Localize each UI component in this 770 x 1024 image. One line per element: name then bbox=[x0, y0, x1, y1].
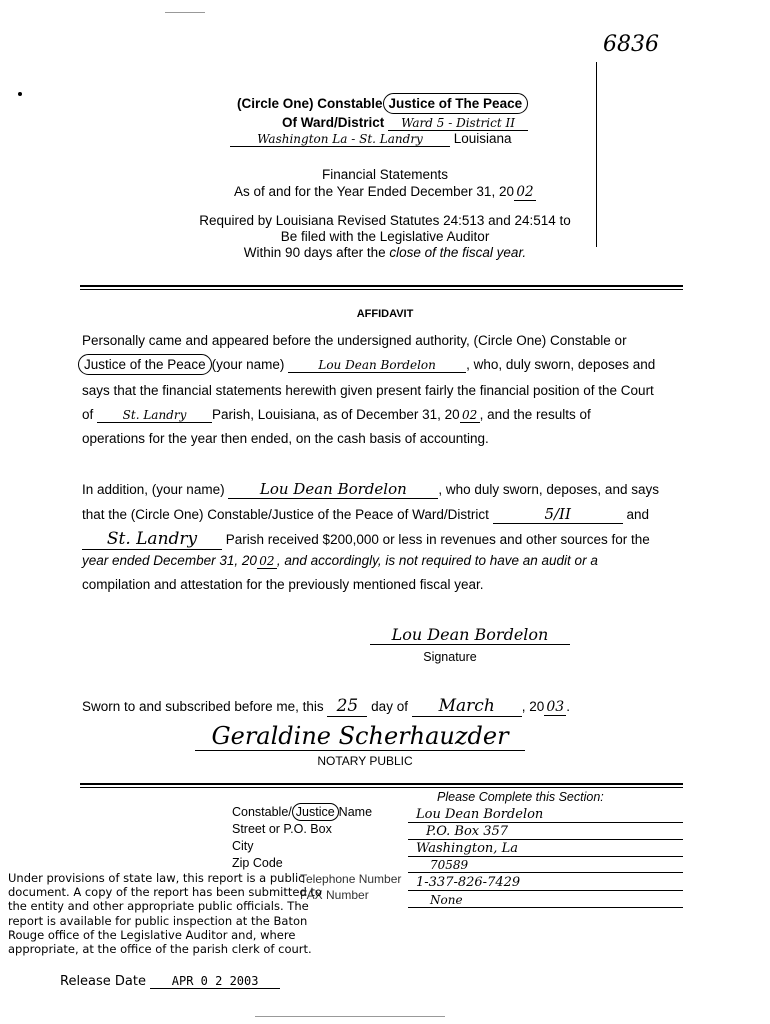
parish-value: Washington La - St. Landry bbox=[230, 132, 450, 147]
value-phone: 1-337-826-7429 bbox=[408, 875, 683, 891]
aff-and: and bbox=[626, 507, 649, 522]
release-note-line-2: document. A copy of the report has been submitted to bbox=[8, 885, 322, 900]
req-line-3-italic: close of the fiscal year. bbox=[389, 245, 527, 260]
value-zip: 70589 bbox=[408, 858, 683, 873]
aff-p1-line-2 bbox=[78, 357, 655, 373]
aff-p1-line-2-end: , who, duly sworn, deposes and bbox=[466, 357, 656, 372]
aff-p2-line-4-end: , and accordingly, is not required to have an audit or a bbox=[276, 553, 598, 568]
value-street: P.O. Box 357 bbox=[408, 824, 683, 840]
aff-p2-line-2-text: that the (Circle One) Constable/Justice of the Peace of Ward/District bbox=[82, 507, 489, 522]
value-name: Lou Dean Bordelon bbox=[408, 807, 683, 823]
sworn-text: Sworn to and subscribed before me, this bbox=[82, 699, 324, 714]
req-line-1: Required by Louisiana Revised Statutes 24:513 and 24:514 to bbox=[199, 213, 571, 228]
release-note-line-3: the entity and other appropriate public officials. The bbox=[8, 899, 309, 914]
label-constable: Constable/ bbox=[232, 805, 292, 819]
ward-value: Ward 5 - District II bbox=[388, 116, 528, 131]
fs-year-line bbox=[0, 184, 770, 201]
label-name bbox=[232, 805, 372, 819]
aff-your-name-label: (your name) bbox=[211, 357, 285, 372]
req-line-3 bbox=[0, 245, 770, 260]
header-line-2 bbox=[282, 115, 528, 131]
aff-p1-line-4-mid: Parish, Louisiana, as of December 31, 20 bbox=[212, 407, 460, 422]
header-line-1 bbox=[237, 96, 528, 111]
release-date-label: Release Date bbox=[60, 974, 146, 989]
sworn-day: 25 bbox=[327, 696, 367, 717]
notary-label: NOTARY PUBLIC bbox=[317, 754, 413, 768]
aff-year-value-2: 02 bbox=[257, 554, 277, 569]
signature-label: Signature bbox=[423, 650, 477, 664]
aff-of: of bbox=[82, 407, 94, 422]
release-note-line-4: report is available for public inspection at the Baton bbox=[8, 913, 308, 928]
aff-year-value-1: 02 bbox=[460, 408, 480, 423]
sworn-day-of: day of bbox=[371, 699, 408, 714]
aff-p1-line-4-end: , and the results of bbox=[479, 407, 591, 422]
aff-p1-line-4 bbox=[82, 407, 591, 423]
aff-p2-line-3 bbox=[82, 529, 650, 550]
req-line-3-text: Within 90 days after the bbox=[243, 245, 390, 260]
release-note-line-6: appropriate, at the office of the parish clerk of court. bbox=[8, 942, 312, 957]
year-line-text: As of and for the Year Ended December 31, 20 bbox=[234, 184, 514, 199]
label-justice-circled: Justice bbox=[292, 803, 339, 821]
aff-p2-line-1 bbox=[82, 480, 659, 499]
affidavit-heading: AFFIDAVIT bbox=[356, 308, 414, 320]
sworn-year: 03 bbox=[544, 699, 566, 716]
sworn-month: March bbox=[412, 696, 522, 717]
fs-year-value: 02 bbox=[514, 184, 536, 201]
release-note bbox=[8, 871, 322, 956]
header-circle-one: (Circle One) Constable bbox=[237, 96, 383, 111]
ward-label: Of Ward/District bbox=[282, 115, 385, 130]
label-zip: Zip Code bbox=[232, 856, 283, 870]
affiant-signature: Lou Dean Bordelon bbox=[370, 625, 570, 645]
divider-bottom bbox=[80, 783, 683, 785]
aff-p2-line-5: compilation and attestation for the previously mentioned fiscal year. bbox=[82, 577, 484, 592]
aff-p1-line-5: operations for the year then ended, on the cash basis of accounting. bbox=[82, 431, 489, 446]
aff-parish-value-2: St. Landry bbox=[82, 529, 222, 550]
divider-top bbox=[80, 285, 683, 287]
aff-justice-circled: Justice of the Peace bbox=[78, 354, 212, 375]
aff-p2-line-4-text: year ended December 31, 20 bbox=[82, 553, 257, 568]
aff-name-value-2: Lou Dean Bordelon bbox=[228, 480, 438, 499]
left-dot bbox=[18, 92, 22, 96]
req-line-2: Be filed with the Legislative Auditor bbox=[280, 229, 490, 244]
label-phone: Telephone Number bbox=[300, 872, 402, 886]
notary-signature: Geraldine Scherhauzder bbox=[195, 722, 525, 751]
release-date-row bbox=[60, 974, 280, 989]
header-justice-circled: Justice of The Peace bbox=[383, 93, 529, 114]
aff-parish-value-1: St. Landry bbox=[97, 408, 212, 423]
divider-bottom-thin bbox=[80, 787, 683, 788]
aff-name-value-1: Lou Dean Bordelon bbox=[288, 358, 466, 373]
fs-title: Financial Statements bbox=[321, 167, 449, 182]
aff-p2-line-4 bbox=[82, 553, 598, 569]
release-note-line-1: Under provisions of state law, this report is a public bbox=[8, 871, 305, 885]
aff-p2-line-3-end: Parish received $200,000 or less in revenues and other sources for the bbox=[225, 532, 650, 547]
aff-p2-line-2 bbox=[82, 505, 649, 524]
label-fax: FAX Number bbox=[300, 888, 369, 902]
release-note-line-5: Rouge office of the Legislative Auditor and, where bbox=[8, 927, 296, 942]
label-name-text: Name bbox=[338, 805, 373, 819]
header-line-3 bbox=[230, 131, 512, 147]
value-city: Washington, La bbox=[408, 841, 683, 857]
sworn-year-pre: , 20 bbox=[521, 699, 545, 714]
sworn-line bbox=[82, 696, 570, 717]
release-date-value: APR 0 2 2003 bbox=[150, 974, 280, 989]
value-fax: None bbox=[408, 893, 683, 908]
aff-p1-line-3: says that the financial statements herewith given present fairly the financial position of the Court bbox=[82, 383, 654, 398]
aff-p2-your-name-label: In addition, (your name) bbox=[82, 482, 225, 497]
section-heading: Please Complete this Section: bbox=[437, 790, 604, 804]
label-street: Street or P.O. Box bbox=[232, 822, 332, 836]
aff-p2-line-1-end: , who duly sworn, deposes, and says bbox=[438, 482, 659, 497]
divider-top-thin bbox=[80, 289, 683, 290]
label-city: City bbox=[232, 839, 254, 853]
louisiana-label: Louisiana bbox=[453, 131, 512, 146]
aff-ward-value: 5/II bbox=[493, 505, 623, 524]
top-scan-mark bbox=[165, 12, 205, 13]
document-number: 6836 bbox=[603, 32, 659, 57]
aff-p1-line-1: Personally came and appeared before the undersigned authority, (Circle One) Constable or bbox=[82, 333, 627, 348]
sworn-end: . bbox=[566, 699, 571, 714]
bottom-scan-mark bbox=[255, 1016, 445, 1017]
